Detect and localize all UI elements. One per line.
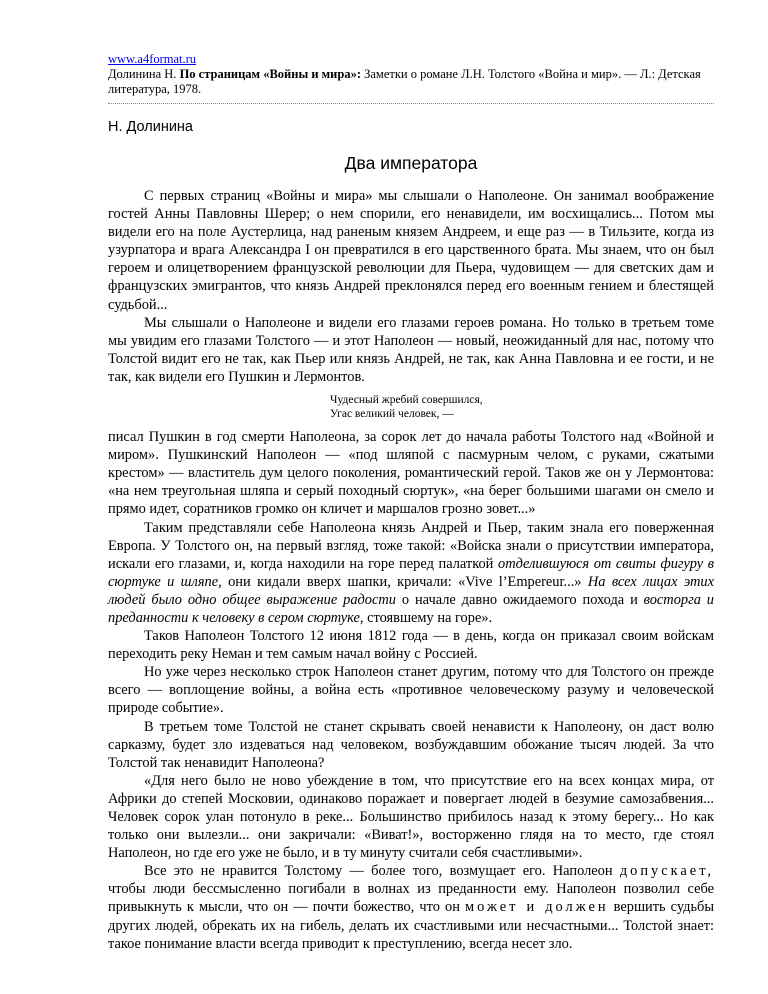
paragraph-8: «Для него было не ново убеждение в том, что присутствие его на всех концах мира, от Африки до степей Московии, одинаково поражает и повергает людей в безумие самозабвения... Человек сорок улан потонуло в реке... Большинство прибилось назад к этому берегу... Но как только они вылезли... они закричали: «Виват!», восторженно глядя на то место, где стоял Наполеон, но где его уже не было, и в ту минуту считали себя счастливыми».	[108, 772, 714, 862]
article-title: Два императора	[344, 153, 478, 173]
verse-quote	[330, 393, 714, 421]
paragraph-2: Мы слышали о Наполеоне и видели его глазами героев романа. Но только в третьем томе мы увидим его глазами Толстого — и этот Наполеон — новый, неожиданный для нас, потому что Толстой видит его не так, как Пьер или князь Андрей, не так, как Анна Павловна и ее гости, и не так, как видели его Пушкин и Лермонтов.	[108, 314, 714, 385]
paragraph-3: писал Пушкин в год смерти Наполеона, за сорок лет до начала работы Толстого над «Войной и миром». Пушкинский Наполеон — «под шляпой с пасмурным челом, с руками, сжатыми крестом» — властитель дум целого поколения, романтический герой. Таков же он у Лермонтова: «на нем треугольная шляпа и серый походный сюртук», «на берег большими шагами он смело и прямо идет, соратников громко он кличет и маршалов грозно зовет...»	[108, 429, 714, 518]
p9-spaced-1: допускает,	[619, 863, 714, 880]
p9-text-a: Все это не нравится Толстому — более того, возмущает его. Наполеон	[144, 863, 620, 880]
article-author: Н. Долинина	[108, 119, 193, 135]
p9-text-c: вершить судьбы других людей, обрекать их на гибель, делать их счастливыми или несчастными... Толстой знает: такое понимание власти всегда приводит к преступлению, всегда несет зло.	[108, 899, 715, 952]
verse-line-2: Угас великий человек, —	[330, 408, 454, 421]
p4-text-b: они кидали вверх шапки, кричали: «Vive l’Empereur...»	[221, 573, 588, 590]
verse-line-1: Чудесный жребий совершился,	[330, 394, 483, 407]
paragraph-4	[108, 519, 714, 628]
header-divider	[108, 103, 714, 104]
source-header	[108, 52, 714, 97]
p4-text-a: Таким представляли себе Наполеона князь Андрей и Пьер, таким знала его поверженная Европа. У Толстого он, на первый взгляд, тоже такой: «Войска знали о присутствии императора, искали его глазами, и, когда находили на горе перед палаткой	[108, 519, 714, 572]
document-page	[108, 52, 714, 953]
paragraph-5: Таков Наполеон Толстого 12 июня 1812 года — в день, когда он приказал своим войскам переходить реку Неман и тем самым начал войну с Россией.	[108, 628, 714, 663]
p4-text-d: стоявшему на горе».	[363, 609, 493, 626]
p4-text-c: о начале давно ожидаемого похода и	[395, 591, 644, 608]
article-body	[108, 187, 714, 953]
paragraph-9	[108, 862, 714, 952]
source-description: Заметки о романе Л.Н. Толстого «Война и мир». — Л.: Детская литература, 1978.	[108, 67, 701, 96]
p9-text-b: чтобы люди бессмысленно погибали в волнах из преданности ему. Наполеон позволил себе привыкнуть к мысли, что он — почти божество, что он	[108, 881, 714, 916]
source-author: Долинина Н.	[108, 67, 180, 81]
paragraph-1: С первых страниц «Войны и мира» мы слышали о Наполеоне. Он занимал воображение гостей Анны Павловны Шерер; о нем спорили, его ненавидели, им восхищались... Потом мы видели его на поле Аустерлица, над раненым князем Андреем, и еще раз — в Тильзите, когда из узурпатора и врага Александра I он превратился в его царственного брата. Мы знаем, что он был героем и олицетворением французской революции для Пьера, чудовищем — для светских дам и французских эмигрантов, что князь Андрей преклонялся перед его военным гением и блестящей судьбой...	[108, 188, 714, 313]
p4-italic-3: восторга и преданности к человеку в сером сюртуке,	[108, 591, 714, 626]
paragraph-6: Но уже через несколько строк Наполеон станет другим, потому что для Толстого он прежде всего — воплощение войны, а война есть «противное человеческому разуму и человеческой природе событие».	[108, 664, 714, 717]
paragraph-7: В третьем томе Толстой не станет скрывать своей ненависти к Наполеону, он даст волю сарказму, будет зло издеваться над человеком, возбуждавшим обожание тысяч людей. За что Толстой так ненавидит Наполеона?	[108, 718, 714, 771]
p4-italic-1: отделившуюся от свиты фигуру в сюртуке и шляпе,	[108, 555, 714, 590]
source-link[interactable]: www.a4format.ru	[108, 52, 197, 66]
p9-spaced-2: может и должен	[465, 899, 609, 916]
p4-italic-2: На всех лицах этих людей было одно общее выражение радости	[108, 573, 715, 608]
source-book-title: По страницам «Войны и мира»:	[179, 67, 361, 81]
